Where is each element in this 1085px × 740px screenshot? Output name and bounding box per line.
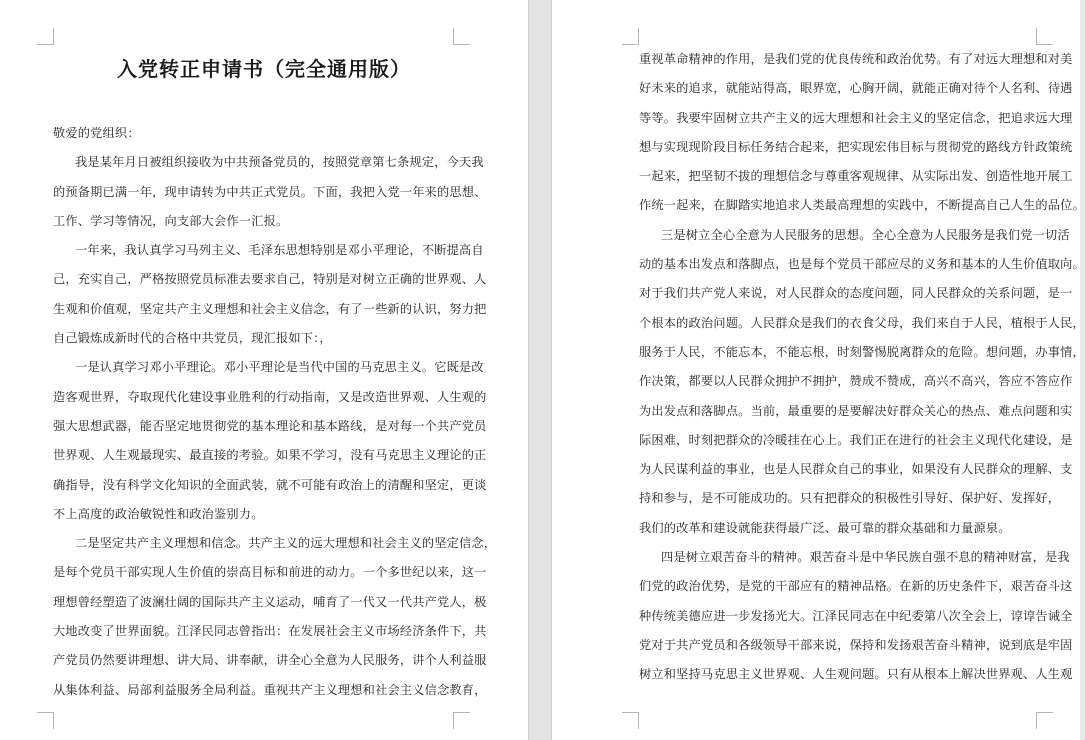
text-line: 敬爱的党组织： xyxy=(53,126,140,140)
document-title: 入党转正申请书（完全通用版） xyxy=(117,57,411,81)
text-line: 为出发点和落脚点。当前，最重要的是要解决好群众关心的热点、难点问题和实 xyxy=(639,403,1073,418)
text-line: 大地改变了世界面貌。江泽民同志曾指出：在发展社会主义市场经济条件下，共 xyxy=(53,624,487,639)
text-line: 生观和价值观，坚定共产主义理想和社会主义信念，有了一些新的认识，努力把 xyxy=(53,301,487,316)
text-line: 强大思想武器，能否坚定地贯彻党的基本理论和基本路线，是对每一个共产党员 xyxy=(53,418,487,433)
text-line: 好未来的追求，就能站得高，眼界宽，心胸开阔，就能正确对待个人名利、待遇 xyxy=(639,81,1073,96)
text-line: 三是树立全心全意为人民服务的思想。全心全意为人民服务是我们党一切活 xyxy=(661,227,1070,242)
text-line: 工作、学习等情况，向支部大会作一汇报。 xyxy=(53,213,289,228)
text-line: 作统一起来，在脚踏实地追求人类最高理想的实践中，不断提高自己人生的品位。 xyxy=(639,198,1085,213)
text-line: 想与实现现阶段目标任务结合起来，把实现宏伟目标与贯彻党的路线方针政策统 xyxy=(639,139,1073,154)
text-line: 树立和坚持马克思主义世界观、人生观问题。只有从根本上解决世界观、人生观 xyxy=(639,667,1073,682)
text-line: 一是认真学习邓小平理论。邓小平理论是当代中国的马克思主义。它既是改 xyxy=(75,360,484,375)
text-line: 们党的政治优势，是党的干部应有的精神品格。在新的历史条件下，艰苦奋斗这 xyxy=(639,579,1073,594)
text-line: 我是某年月日被组织接收为中共预备党员的，按照党章第七条规定，今天我 xyxy=(75,155,484,170)
right-page-body xyxy=(639,45,1085,690)
text-line: 二是坚定共产主义理想和信念。共产主义的远大理想和社会主义的坚定信念， xyxy=(75,536,497,551)
crop-mark xyxy=(453,28,470,45)
text-line: 从集体利益、局部利益服务全局利益。重视共产主义理想和社会主义信念教育， xyxy=(53,682,487,697)
text-line: 服务于人民，不能忘本，不能忘根，时刻警惕脱离群众的危险。想问题，办事情， xyxy=(639,344,1085,359)
page-gutter xyxy=(528,0,552,740)
text-line: 产党员仍然要讲理想、讲大局、讲奉献，讲全心全意为人民服务，讲个人利益服 xyxy=(53,653,487,668)
text-line: 一年来，我认真学习马列主义、毛泽东思想特别是邓小平理论，不断提高自 xyxy=(75,243,484,258)
crop-mark xyxy=(453,712,470,729)
crop-mark xyxy=(1036,712,1053,729)
text-line: 的预备期已满一年，现申请转为中共正式党员。下面，我把入党一年来的思想、 xyxy=(53,184,487,199)
text-line: 际困难，时刻把群众的冷暖挂在心上。我们正在进行的社会主义现代化建设，是 xyxy=(639,432,1073,447)
text-line: 党对于共产党员和各级领导干部来说，保持和发扬艰苦奋斗精神，说到底是牢固 xyxy=(639,637,1073,652)
text-line: 个根本的政治问题。人民群众是我们的衣食父母，我们来自于人民，植根于人民， xyxy=(639,315,1085,330)
text-line: 持和参与，是不可能成功的。只有把群众的积极性引导好、保护好、发挥好， xyxy=(639,491,1061,506)
crop-mark xyxy=(622,28,639,45)
text-line: 种传统美德应进一步发扬光大。江泽民同志在中纪委第八次全会上，谆谆告诫全 xyxy=(639,608,1073,623)
text-line: 等等。我要牢固树立共产主义的远大理想和社会主义的坚定信念，把追求远大理 xyxy=(639,110,1073,125)
crop-mark xyxy=(37,28,54,45)
text-line: 重视革命精神的作用，是我们党的优良传统和政治优势。有了对远大理想和对美 xyxy=(639,52,1073,66)
text-line: 是每个党员干部实现人生价值的崇高目标和前进的动力。一个多世纪以来，这一 xyxy=(53,565,487,580)
crop-mark xyxy=(622,712,639,729)
text-line: 理想曾经塑造了波澜壮阔的国际共产主义运动，哺育了一代又一代共产党人，极 xyxy=(53,594,487,609)
crop-mark xyxy=(37,712,54,729)
text-line: 自己锻炼成新时代的合格中共党员，现汇报如下：， xyxy=(53,331,332,346)
text-line: 我们的改革和建设就能获得最广泛、最可靠的群众基础和力量源泉。 xyxy=(639,520,1011,535)
text-line: 世界观、人生观最现实、最直接的考验。如果不学习，没有马克思主义理论的正 xyxy=(53,448,487,463)
text-line: 作决策，都要以人民群众拥护不拥护，赞成不赞成，高兴不高兴，答应不答应作 xyxy=(639,374,1073,389)
text-line: 造客观世界，夺取现代化建设事业胜利的行动指南，又是改造世界观、人生观的 xyxy=(53,389,487,404)
text-line: 为人民谋利益的事业，也是人民群众自己的事业，如果没有人民群众的理解、支 xyxy=(639,462,1073,477)
text-line: 不上高度的政治敏锐性和政治鉴别力。 xyxy=(53,506,264,521)
crop-mark xyxy=(1036,28,1053,45)
text-line: 动的基本出发点和落脚点，也是每个党员干部应尽的义务和基本的人生价值取向。 xyxy=(639,257,1085,272)
text-line: 四是树立艰苦奋斗的精神。艰苦奋斗是中华民族自强不息的精神财富，是我 xyxy=(661,550,1070,565)
text-line: 己，充实自己，严格按照党员标准去要求自己，特别是对树立正确的世界观、人 xyxy=(53,272,487,287)
left-page-body xyxy=(53,119,497,705)
text-line: 一起来，把坚韧不拔的理想信念与尊重客观规律、从实际出发、创造性地开展工 xyxy=(639,169,1073,184)
text-line: 对于我们共产党人来说，对人民群众的态度问题，同人民群众的关系问题，是一 xyxy=(639,286,1073,301)
text-line: 确指导，没有科学文化知识的全面武装，就不可能有政治上的清醒和坚定，更谈 xyxy=(53,477,487,492)
